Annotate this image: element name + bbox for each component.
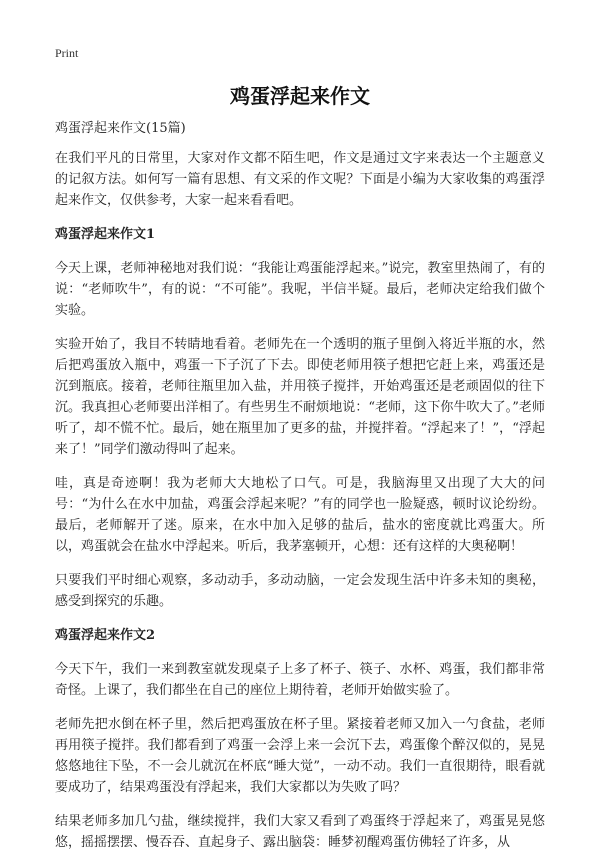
print-link[interactable]: Print [55, 46, 79, 60]
page-title: 鸡蛋浮起来作文 [230, 84, 370, 108]
essay-paragraph: 结果老师多加几勺盐，继续搅拌，我们大家又看到了鸡蛋终于浮起来了，鸡蛋晃晃悠悠，摇摇摆摆、慢吞吞、直起身子、露出脑袋：睡梦初醒鸡蛋仿佛轻了许多，从 [55, 814, 545, 850]
intro-paragraph: 在我们平凡的日常里，大家对作文都不陌生吧，作文是通过文字来表达一个主题意义的记叙方法。如何写一篇有思想、有文采的作文呢？下面是小编为大家收集的鸡蛋浮起来作文，仅供参考，大家一起来看看吧。 [55, 151, 545, 208]
article-subtitle: 鸡蛋浮起来作文(15篇) [55, 121, 186, 136]
essay-paragraph: 实验开始了，我目不转睛地看着。老师先在一个透明的瓶子里倒入将近半瓶的水，然后把鸡蛋放入瓶中，鸡蛋一下子沉了下去。即使老师用筷子想把它赶上来，鸡蛋还是沉到瓶底。接着，老师往瓶里加入盐，并用筷子搅拌，开始鸡蛋还是老顽固似的往下沉。我真担心老师要出洋相了。有些男生不耐烦地说：“老师，这下你牛吹大了。”老师听了，却不慌不忙。最后，她在瓶里加了更多的盐，并搅拌着。“浮起来了！”，“浮起来了！”同学们激动得叫了起来。 [55, 337, 545, 457]
article-body [55, 118, 545, 866]
essay-paragraph: 今天上课，老师神秘地对我们说：“我能让鸡蛋能浮起来。”说完，教室里热闹了，有的说：“老师吹牛”，有的说：“不可能”。我呢，半信半疑。最后，老师决定给我们做个实验。 [55, 261, 545, 318]
essay-heading: 鸡蛋浮起来作文2 [55, 628, 156, 643]
essay-paragraph: 只要我们平时细心观察，多动动手，多动动脑，一定会发现生活中许多未知的奥秘，感受到探究的乐趣。 [55, 573, 545, 609]
essay-paragraph: 哇，真是奇迹啊！我为老师大大地松了口气。可是，我脑海里又出现了大大的问号：“为什么在水中加盐，鸡蛋会浮起来呢？”有的同学也一脸疑惑，顿时议论纷纷。最后，老师解开了迷。原来，在水中加入足够的盐后，盐水的密度就比鸡蛋大。所以，鸡蛋就会在盐水中浮起来。听后，我茅塞顿开，心想：还有这样的大奥秘啊！ [55, 476, 545, 554]
essay-paragraph: 今天下午，我们一来到教室就发现桌子上多了杯子、筷子、水杯、鸡蛋，我们都非常奇怪。上课了，我们都坐在自己的座位上期待着，老师开始做实验了。 [55, 662, 545, 698]
essay-heading: 鸡蛋浮起来作文1 [55, 227, 156, 242]
essay-paragraph: 老师先把水倒在杯子里，然后把鸡蛋放在杯子里。紧接着老师又加入一勺食盐，老师再用筷子搅拌。我们都看到了鸡蛋一会浮上来一会沉下去，鸡蛋像个醉汉似的，晃晃悠悠地往下坠，不一会儿就沉在杯底“睡大觉”，一动不动。我们一直很期待，眼看就要成功了，结果鸡蛋没有浮起来，我们大家都以为失败了吗？ [55, 717, 545, 795]
